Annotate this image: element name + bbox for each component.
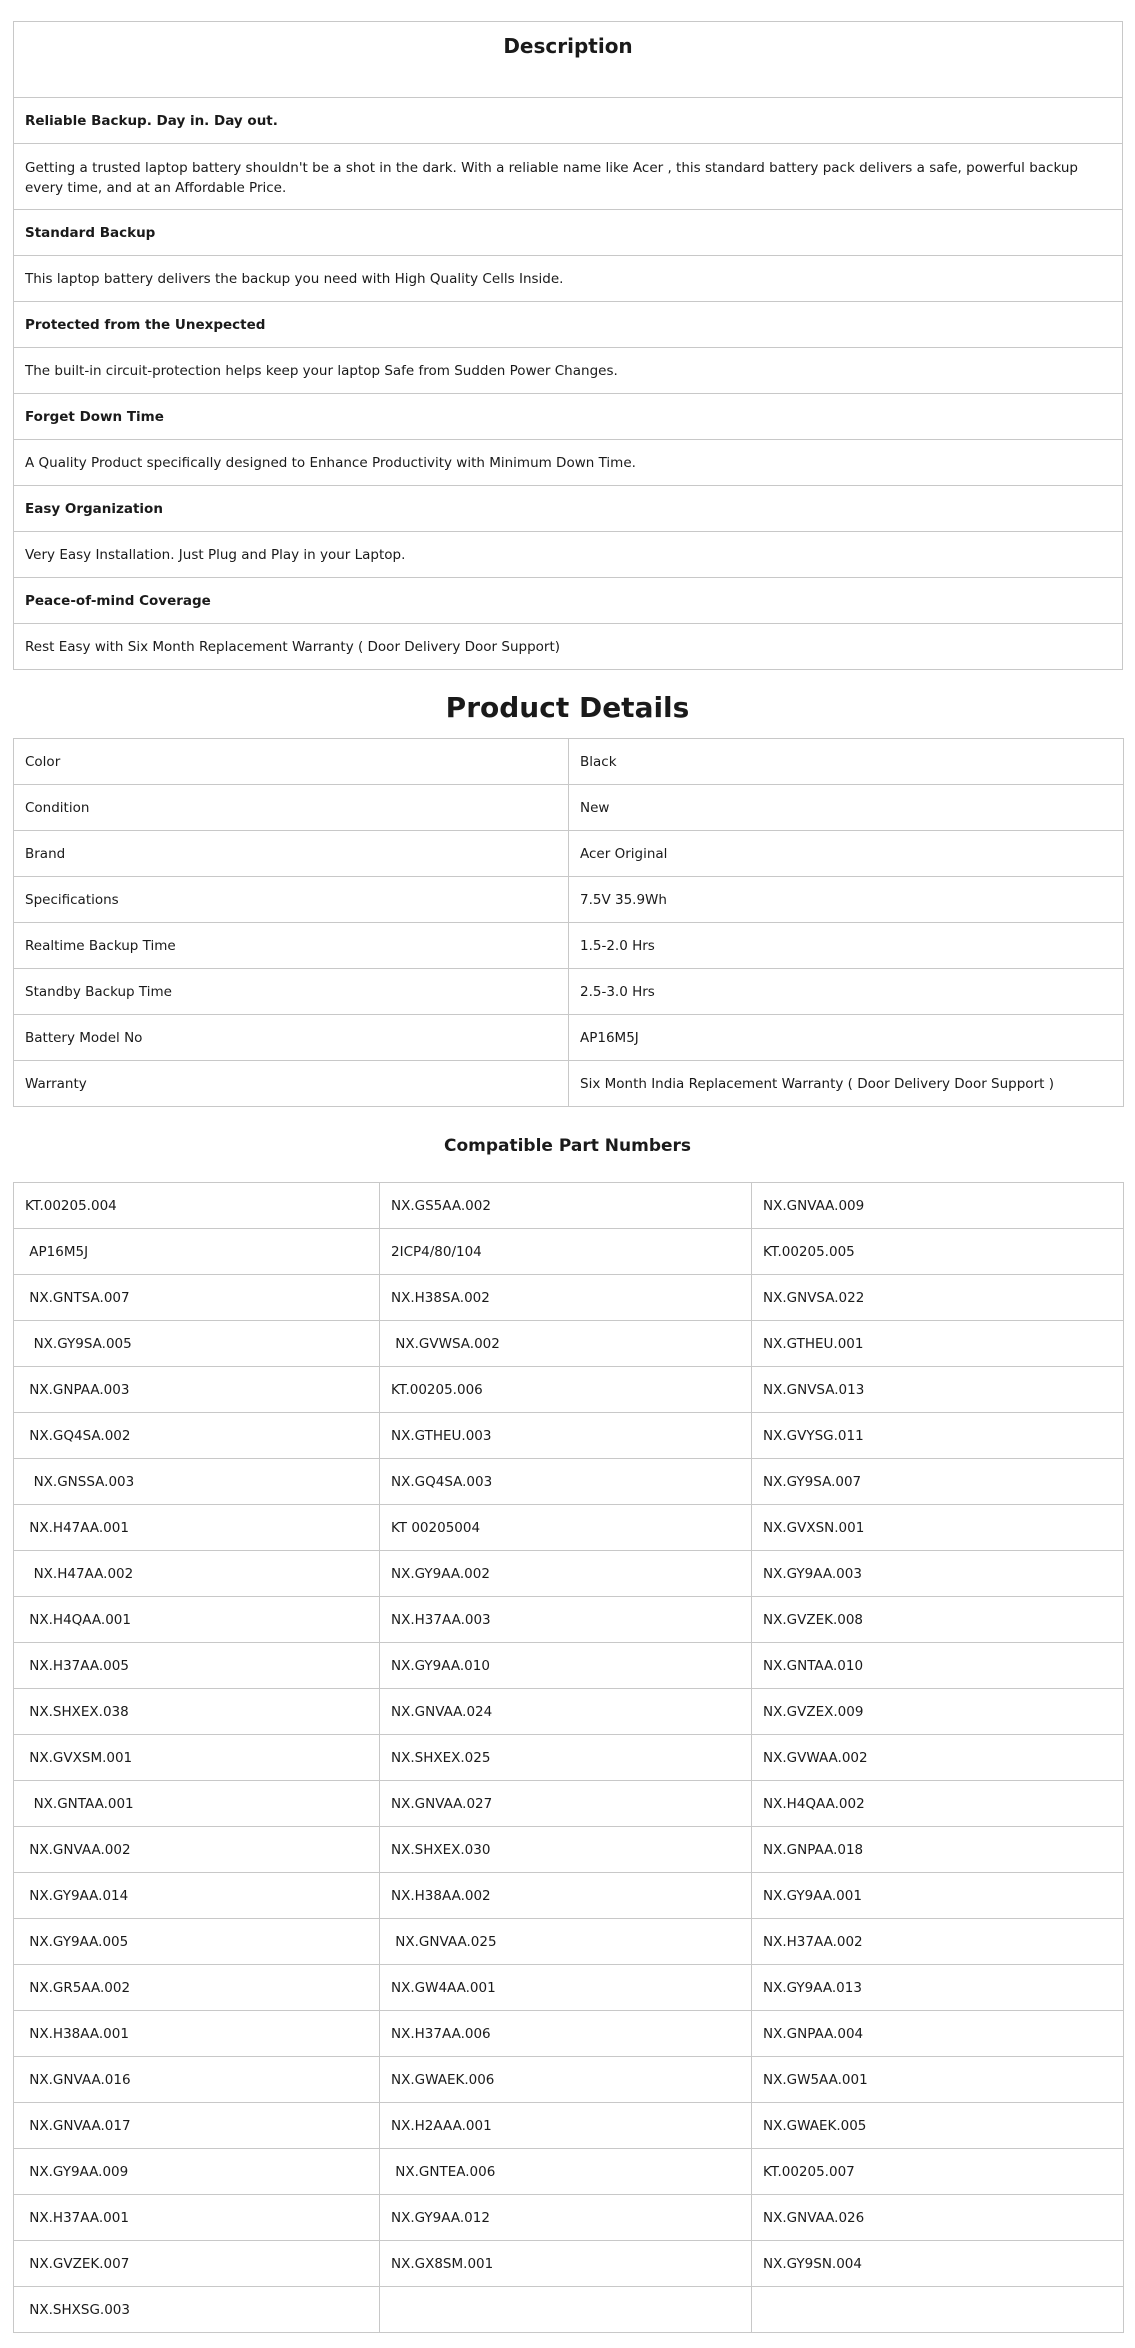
detail-label: Condition [14, 785, 569, 831]
part-number-cell: NX.H37AA.002 [752, 1919, 1124, 1965]
detail-value: 2.5-3.0 Hrs [569, 969, 1124, 1015]
part-number-cell: NX.SHXEX.025 [380, 1735, 752, 1781]
product-details-table [13, 738, 1124, 1107]
part-row [14, 1919, 1124, 1965]
part-number-cell: NX.GVZEK.007 [14, 2241, 380, 2287]
part-number-cell: NX.H4QAA.001 [14, 1597, 380, 1643]
product-details-title: Product Details [445, 691, 690, 724]
part-number-cell: NX.GNVAA.016 [14, 2057, 380, 2103]
part-number-cell: NX.GNVAA.002 [14, 1827, 380, 1873]
part-number-cell: NX.GNVAA.017 [14, 2103, 380, 2149]
detail-row [14, 1061, 1124, 1107]
part-number-cell: NX.GW4AA.001 [380, 1965, 752, 2011]
section-heading: Reliable Backup. Day in. Day out. [14, 98, 1123, 144]
part-number-cell: NX.GTHEU.003 [380, 1413, 752, 1459]
part-row [14, 1597, 1124, 1643]
section-body: Rest Easy with Six Month Replacement Warranty ( Door Delivery Door Support) [14, 624, 1123, 670]
part-row [14, 1413, 1124, 1459]
part-number-cell: NX.H2AAA.001 [380, 2103, 752, 2149]
detail-label: Realtime Backup Time [14, 923, 569, 969]
part-number-cell: NX.H47AA.002 [14, 1551, 380, 1597]
part-number-cell: NX.GNVAA.009 [752, 1183, 1124, 1229]
detail-value: Six Month India Replacement Warranty ( Door Delivery Door Support ) [569, 1061, 1124, 1107]
part-number-cell: AP16M5J [14, 1229, 380, 1275]
part-row [14, 1183, 1124, 1229]
part-number-cell: NX.GY9AA.009 [14, 2149, 380, 2195]
description-table [13, 21, 1123, 670]
part-number-cell: NX.GWAEK.005 [752, 2103, 1124, 2149]
part-row [14, 1321, 1124, 1367]
part-number-cell: NX.GNPAA.003 [14, 1367, 380, 1413]
part-row [14, 2287, 1124, 2333]
description-heading-row [14, 486, 1123, 532]
section-heading: Peace-of-mind Coverage [14, 578, 1123, 624]
part-row [14, 1735, 1124, 1781]
detail-row [14, 923, 1124, 969]
part-number-cell: NX.GY9AA.010 [380, 1643, 752, 1689]
description-title-row [14, 22, 1123, 98]
detail-label: Color [14, 739, 569, 785]
part-row [14, 1459, 1124, 1505]
part-number-cell: NX.GY9AA.005 [14, 1919, 380, 1965]
detail-label: Battery Model No [14, 1015, 569, 1061]
section-body: Very Easy Installation. Just Plug and Play in your Laptop. [14, 532, 1123, 578]
part-number-cell: NX.GVYSG.011 [752, 1413, 1124, 1459]
part-number-cell: NX.GY9AA.013 [752, 1965, 1124, 2011]
detail-row [14, 877, 1124, 923]
part-number-cell: NX.GQ4SA.002 [14, 1413, 380, 1459]
description-heading-row [14, 302, 1123, 348]
detail-row [14, 785, 1124, 831]
part-row [14, 2149, 1124, 2195]
detail-row [14, 1015, 1124, 1061]
part-row [14, 1551, 1124, 1597]
part-number-cell: NX.GNVAA.026 [752, 2195, 1124, 2241]
part-number-cell: NX.SHXEX.038 [14, 1689, 380, 1735]
detail-row [14, 831, 1124, 877]
section-heading: Easy Organization [14, 486, 1123, 532]
part-number-cell: NX.GVXSN.001 [752, 1505, 1124, 1551]
part-number-cell: KT.00205.006 [380, 1367, 752, 1413]
part-number-cell: NX.GY9AA.014 [14, 1873, 380, 1919]
description-title: Description [14, 22, 1123, 98]
part-number-cell: 2ICP4/80/104 [380, 1229, 752, 1275]
detail-value: New [569, 785, 1124, 831]
part-number-cell: NX.GNTAA.001 [14, 1781, 380, 1827]
part-number-cell: NX.GWAEK.006 [380, 2057, 752, 2103]
part-number-cell: NX.GQ4SA.003 [380, 1459, 752, 1505]
section-body: This laptop battery delivers the backup you need with High Quality Cells Inside. [14, 256, 1123, 302]
part-number-cell: NX.GY9AA.001 [752, 1873, 1124, 1919]
part-number-cell: NX.GY9SN.004 [752, 2241, 1124, 2287]
detail-label: Brand [14, 831, 569, 877]
part-number-cell: NX.GX8SM.001 [380, 2241, 752, 2287]
part-number-cell: NX.GTHEU.001 [752, 1321, 1124, 1367]
part-number-cell: NX.GNVAA.025 [380, 1919, 752, 1965]
part-number-cell: NX.GVXSM.001 [14, 1735, 380, 1781]
part-row [14, 1275, 1124, 1321]
part-row [14, 1643, 1124, 1689]
part-number-cell: NX.GY9AA.012 [380, 2195, 752, 2241]
part-number-cell: NX.GNPAA.004 [752, 2011, 1124, 2057]
part-number-cell: NX.GVZEX.009 [752, 1689, 1124, 1735]
part-number-cell [752, 2287, 1124, 2333]
part-row [14, 1827, 1124, 1873]
part-row [14, 2241, 1124, 2287]
part-number-cell: NX.GNTSA.007 [14, 1275, 380, 1321]
detail-label: Specifications [14, 877, 569, 923]
part-number-cell: NX.GNSSA.003 [14, 1459, 380, 1505]
part-row [14, 2195, 1124, 2241]
section-body: A Quality Product specifically designed to Enhance Productivity with Minimum Down Time. [14, 440, 1123, 486]
part-number-cell: NX.H38AA.002 [380, 1873, 752, 1919]
part-number-cell: NX.GNTEA.006 [380, 2149, 752, 2195]
part-number-cell: NX.GNVSA.013 [752, 1367, 1124, 1413]
section-body: The built-in circuit-protection helps keep your laptop Safe from Sudden Power Changes. [14, 348, 1123, 394]
part-row [14, 1873, 1124, 1919]
part-number-cell [380, 2287, 752, 2333]
part-number-cell: NX.GNVAA.027 [380, 1781, 752, 1827]
detail-row [14, 739, 1124, 785]
part-number-cell: NX.H38AA.001 [14, 2011, 380, 2057]
detail-label: Standby Backup Time [14, 969, 569, 1015]
section-body: Getting a trusted laptop battery shouldn't be a shot in the dark. With a reliable name like Acer , this standard battery pack delivers a safe, powerful backup every time, and at an Affordable Price. [14, 144, 1123, 210]
part-number-cell: NX.SHXEX.030 [380, 1827, 752, 1873]
part-number-cell: NX.H37AA.005 [14, 1643, 380, 1689]
detail-value: 1.5-2.0 Hrs [569, 923, 1124, 969]
part-number-cell: NX.H37AA.006 [380, 2011, 752, 2057]
part-row [14, 1505, 1124, 1551]
section-heading: Forget Down Time [14, 394, 1123, 440]
part-number-cell: NX.H47AA.001 [14, 1505, 380, 1551]
section-heading: Protected from the Unexpected [14, 302, 1123, 348]
detail-value: Acer Original [569, 831, 1124, 877]
part-number-cell: KT.00205.005 [752, 1229, 1124, 1275]
detail-row [14, 969, 1124, 1015]
part-number-cell: NX.GY9SA.005 [14, 1321, 380, 1367]
part-number-cell: NX.H37AA.003 [380, 1597, 752, 1643]
part-number-cell: KT.00205.007 [752, 2149, 1124, 2195]
part-number-cell: NX.GNPAA.018 [752, 1827, 1124, 1873]
part-number-cell: KT.00205.004 [14, 1183, 380, 1229]
description-heading-row [14, 98, 1123, 144]
part-row [14, 1689, 1124, 1735]
part-number-cell: NX.GNVSA.022 [752, 1275, 1124, 1321]
part-number-cell: NX.GY9AA.003 [752, 1551, 1124, 1597]
part-number-cell: NX.H38SA.002 [380, 1275, 752, 1321]
detail-value: Black [569, 739, 1124, 785]
detail-value: 7.5V 35.9Wh [569, 877, 1124, 923]
part-number-cell: NX.GVWAA.002 [752, 1735, 1124, 1781]
part-row [14, 2057, 1124, 2103]
description-body-row [14, 348, 1123, 394]
part-row [14, 2011, 1124, 2057]
description-heading-row [14, 210, 1123, 256]
compatible-parts-table [13, 1182, 1124, 2333]
part-number-cell: NX.GVWSA.002 [380, 1321, 752, 1367]
part-number-cell: KT 00205004 [380, 1505, 752, 1551]
description-body-row [14, 440, 1123, 486]
part-number-cell: NX.GVZEK.008 [752, 1597, 1124, 1643]
description-body-row [14, 532, 1123, 578]
section-heading: Standard Backup [14, 210, 1123, 256]
part-number-cell: NX.GNVAA.024 [380, 1689, 752, 1735]
part-number-cell: NX.GW5AA.001 [752, 2057, 1124, 2103]
part-number-cell: NX.GNTAA.010 [752, 1643, 1124, 1689]
part-row [14, 1965, 1124, 2011]
compatible-parts-title: Compatible Part Numbers [443, 1136, 692, 1156]
description-heading-row [14, 394, 1123, 440]
part-row [14, 1367, 1124, 1413]
description-body-row [14, 144, 1123, 210]
description-body-row [14, 256, 1123, 302]
detail-value: AP16M5J [569, 1015, 1124, 1061]
part-row [14, 1229, 1124, 1275]
part-row [14, 1781, 1124, 1827]
part-number-cell: NX.H37AA.001 [14, 2195, 380, 2241]
part-number-cell: NX.H4QAA.002 [752, 1781, 1124, 1827]
part-number-cell: NX.GS5AA.002 [380, 1183, 752, 1229]
part-number-cell: NX.GR5AA.002 [14, 1965, 380, 2011]
part-row [14, 2103, 1124, 2149]
detail-label: Warranty [14, 1061, 569, 1107]
part-number-cell: NX.SHXSG.003 [14, 2287, 380, 2333]
part-number-cell: NX.GY9SA.007 [752, 1459, 1124, 1505]
description-heading-row [14, 578, 1123, 624]
part-number-cell: NX.GY9AA.002 [380, 1551, 752, 1597]
description-body-row [14, 624, 1123, 670]
